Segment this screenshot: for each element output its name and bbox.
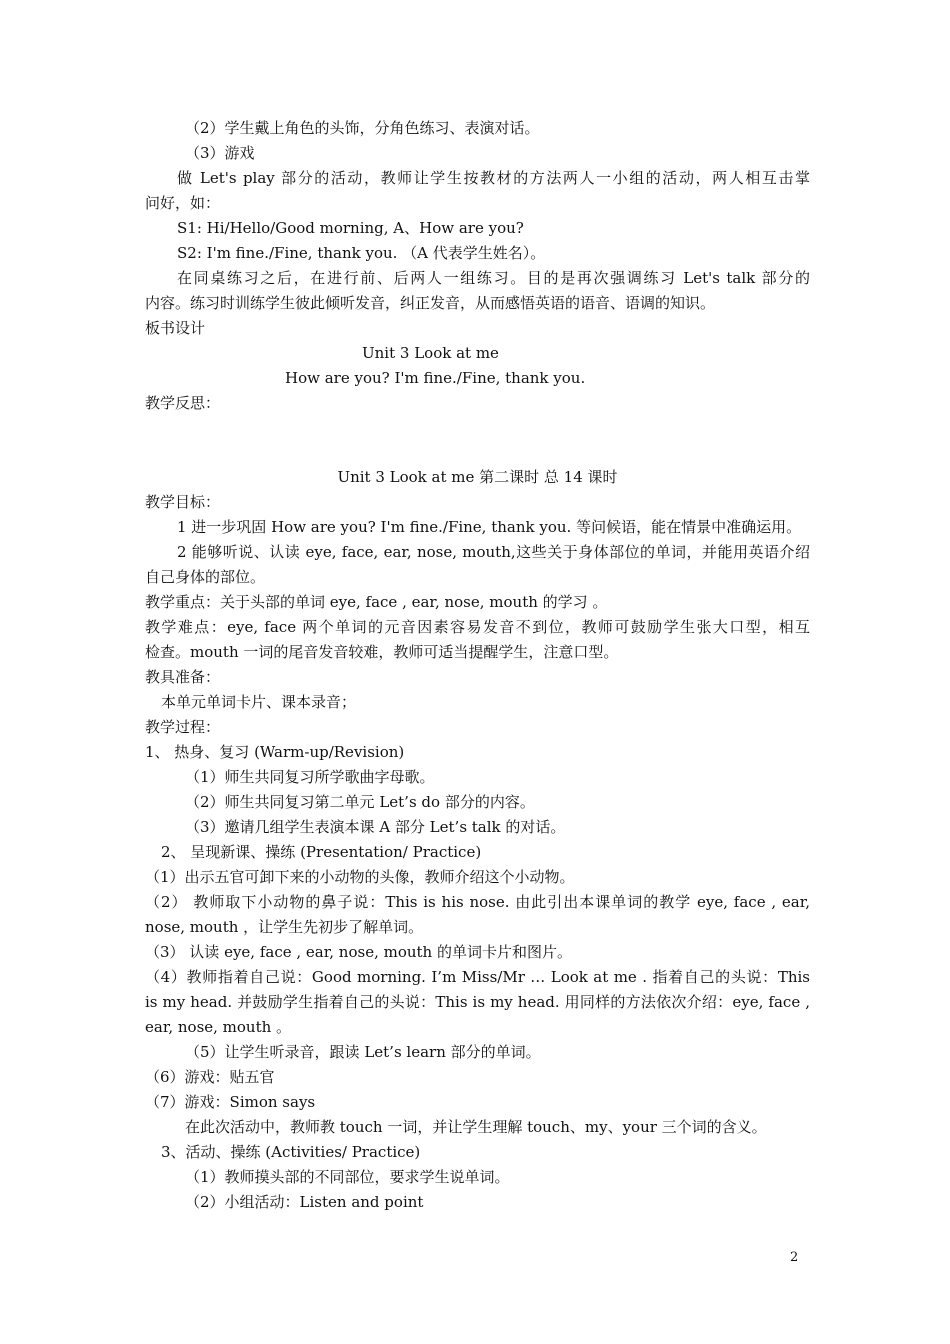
text-line: S2: I'm fine./Fine, thank you. （A 代表学生姓名）。	[177, 244, 546, 262]
text-line: （2） 教师取下小动物的鼻子说：This is his nose. 由此引出本课单词的教学 eye, face , ear,	[145, 893, 810, 911]
section-heading: 板书设计	[145, 319, 206, 337]
text-line: （1）出示五官可卸下来的小动物的头像，教师介绍这个小动物。	[145, 868, 575, 886]
text-line: 1 进一步巩固 How are you? I'm fine./Fine, thank you. 等问候语，能在情景中准确运用。	[177, 518, 802, 536]
text-line: 2 能够听说、认读 eye, face, ear, nose, mouth,这些关于身体部位的单词，并能用英语介绍	[177, 543, 810, 561]
board-title: Unit 3 Look at me	[362, 344, 499, 362]
text-line: （2）学生戴上角色的头饰，分角色练习、表演对话。	[185, 119, 540, 137]
text-line: （3） 认读 eye, face , ear, nose, mouth 的单词卡片和图片。	[145, 943, 572, 961]
text-line: （4）教师指着自己说：Good morning. I’m Miss/Mr … Look at me . 指着自己的头说：This	[145, 968, 810, 986]
text-line: 教学难点：eye, face 两个单词的元音因素容易发音不到位，教师可鼓励学生张大口型，相互	[145, 618, 810, 636]
text-line: 做 Let's play 部分的活动，教师让学生按教材的方法两人一小组的活动，两人相互击掌	[177, 169, 810, 187]
text-line: 在此次活动中，教师教 touch 一词，并让学生理解 touch、my、your 三个词的含义。	[185, 1118, 767, 1136]
text-line: ear, nose, mouth 。	[145, 1018, 292, 1036]
text-line: （3）邀请几组学生表演本课 A 部分 Let’s talk 的对话。	[185, 818, 566, 836]
text-line: nose, mouth ，让学生先初步了解单词。	[145, 918, 424, 936]
text-line: 问好，如：	[145, 194, 221, 212]
text-line: 内容。练习时训练学生彼此倾听发音，纠正发音，从而感悟英语的语音、语调的知识。	[145, 294, 716, 312]
text-line: is my head. 并鼓励学生指着自己的头说：This is my head. 用同样的方法依次介绍：eye, face ,	[145, 993, 810, 1011]
text-line: （3）游戏	[185, 144, 255, 162]
step-heading: 1、 热身、复习 (Warm-up/Revision)	[145, 743, 405, 761]
text-line: 本单元单词卡片、课本录音；	[161, 693, 357, 711]
board-line: How are you? I'm fine./Fine, thank you.	[285, 369, 586, 387]
text-line: 在同桌练习之后，在进行前、后两人一组练习。目的是再次强调练习 Let's talk 部分的	[177, 269, 810, 287]
text-line: （7）游戏：Simon says	[145, 1093, 316, 1111]
section-heading: 教学目标：	[145, 493, 221, 511]
text-line: S1: Hi/Hello/Good morning, A、How are you?	[177, 219, 524, 237]
text-line: （1）教师摸头部的不同部位，要求学生说单词。	[185, 1168, 510, 1186]
text-line: （6）游戏：贴五官	[145, 1068, 275, 1086]
step-heading: 3、活动、操练 (Activities/ Practice)	[161, 1143, 421, 1161]
text-line: 检查。mouth 一词的尾音发音较难，教师可适当提醒学生，注意口型。	[145, 643, 619, 661]
text-line: （1）师生共同复习所学歌曲字母歌。	[185, 768, 435, 786]
text-line: 自己身体的部位。	[145, 568, 266, 586]
text-line: （2）小组活动：Listen and point	[185, 1193, 424, 1211]
section-heading: 教学反思：	[145, 394, 221, 412]
text-line: 教学重点：关于头部的单词 eye, face , ear, nose, mouth 的学习 。	[145, 593, 608, 611]
lesson-title: Unit 3 Look at me 第二课时 总 14 课时	[337, 468, 618, 486]
step-heading: 2、 呈现新课、操练 (Presentation/ Practice)	[161, 843, 482, 861]
page-number: 2	[790, 1250, 799, 1265]
text-line: （5）让学生听录音，跟读 Let’s learn 部分的单词。	[185, 1043, 541, 1061]
section-heading: 教学过程：	[145, 718, 221, 736]
section-heading: 教具准备：	[145, 668, 221, 686]
text-line: （2）师生共同复习第二单元 Let’s do 部分的内容。	[185, 793, 535, 811]
